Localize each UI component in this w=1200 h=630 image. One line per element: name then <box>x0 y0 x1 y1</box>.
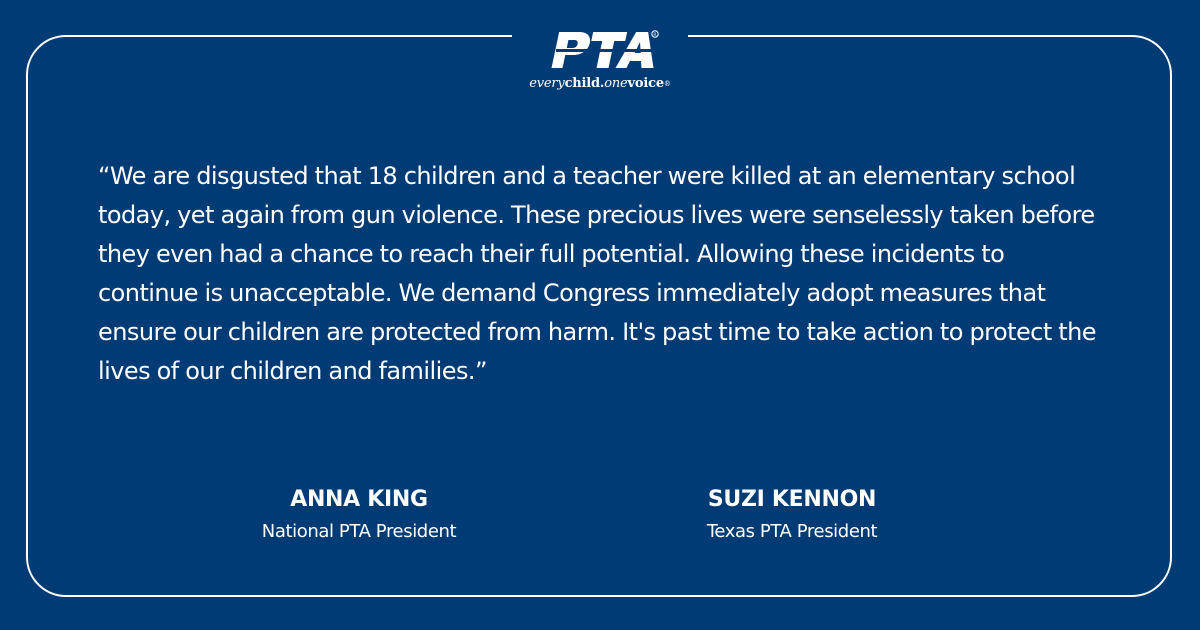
tagline-registered: ® <box>663 80 671 88</box>
tagline-voice: voice <box>627 76 664 91</box>
statement-quote: “We are disgusted that 18 children and a teacher were killed at an elementary school today, yet again from gun violence. These precious lives were senselessly taken before they even had a chance to reach their full potential. Allowing these incidents to continue is unacceptable. We demand Congress immediately adopt measures that ensure our children are protected from harm. It's past time to take action to protect the lives of our children and families.” <box>98 162 1096 385</box>
tagline-dot: . <box>599 76 605 91</box>
pta-wordmark-icon <box>540 28 660 74</box>
svg-text:R: R <box>653 33 657 38</box>
tagline-one: one <box>604 76 628 91</box>
signer-title: National PTA President <box>261 521 457 542</box>
tagline-child: child <box>564 76 600 91</box>
signer-national <box>209 485 509 547</box>
signer-name: ANNA KING <box>290 487 428 512</box>
signer-texas <box>642 485 942 547</box>
signer-title: Texas PTA President <box>706 521 878 542</box>
logo-tagline <box>505 76 695 92</box>
tagline-every: every <box>529 76 565 91</box>
pta-logo <box>505 28 695 102</box>
signer-name: SUZI KENNON <box>707 487 877 512</box>
